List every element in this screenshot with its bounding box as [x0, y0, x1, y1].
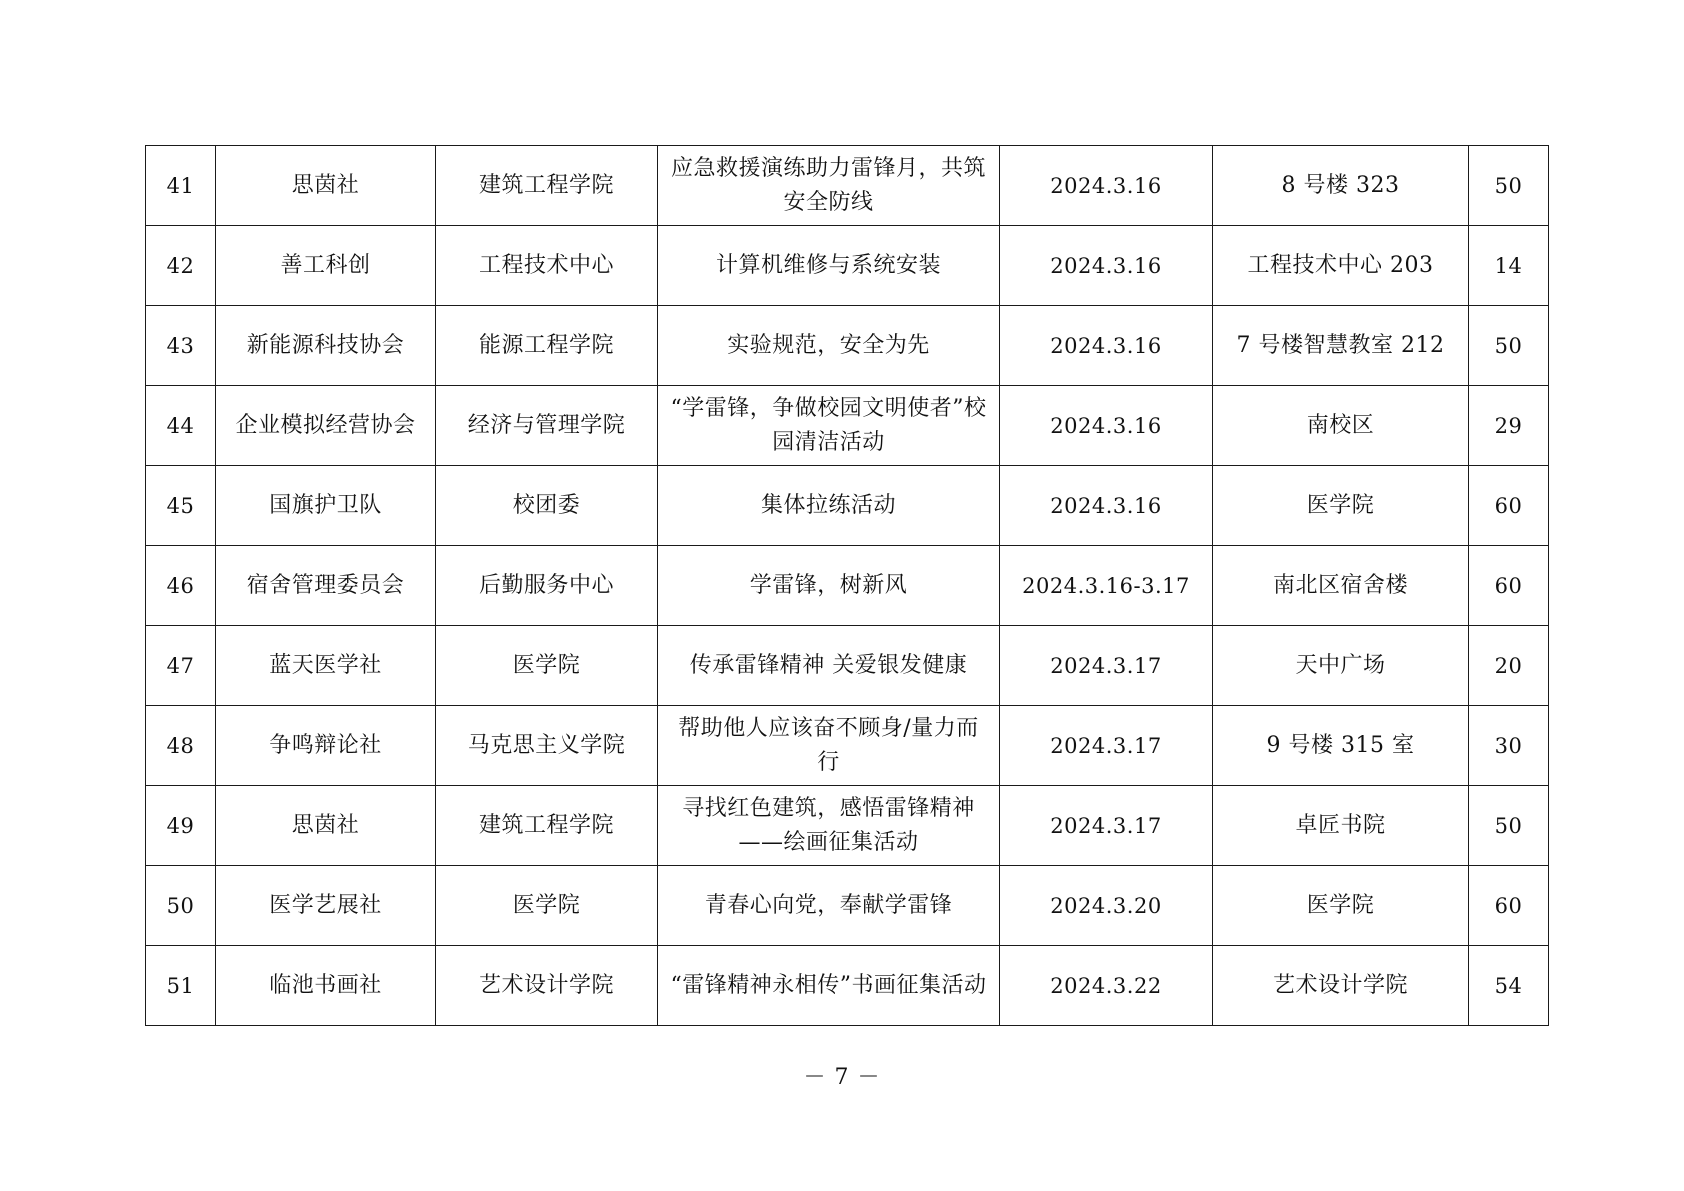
table-row — [146, 146, 1549, 226]
activity-date: 2024.3.20 — [1000, 866, 1213, 946]
club-name: 思茵社 — [216, 786, 436, 866]
club-name: 思茵社 — [216, 146, 436, 226]
row-number: 50 — [146, 866, 216, 946]
club-name: 临池书画社 — [216, 946, 436, 1026]
activity-location: 8 号楼 323 — [1213, 146, 1469, 226]
participant-count: 50 — [1469, 146, 1549, 226]
table-row — [146, 946, 1549, 1026]
organizing-unit: 建筑工程学院 — [436, 146, 658, 226]
participant-count: 60 — [1469, 866, 1549, 946]
participant-count: 29 — [1469, 386, 1549, 466]
activity-location: 卓匠书院 — [1213, 786, 1469, 866]
table-row — [146, 546, 1549, 626]
row-number: 47 — [146, 626, 216, 706]
club-name: 争鸣辩论社 — [216, 706, 436, 786]
activity-location: 南北区宿舍楼 — [1213, 546, 1469, 626]
club-name: 国旗护卫队 — [216, 466, 436, 546]
activity-location: 医学院 — [1213, 466, 1469, 546]
table-row — [146, 866, 1549, 946]
row-number: 41 — [146, 146, 216, 226]
participant-count: 50 — [1469, 786, 1549, 866]
row-number: 42 — [146, 226, 216, 306]
activity-date: 2024.3.17 — [1000, 626, 1213, 706]
activity-location: 9 号楼 315 室 — [1213, 706, 1469, 786]
table-row — [146, 306, 1549, 386]
row-number: 43 — [146, 306, 216, 386]
table-row — [146, 466, 1549, 546]
table-row — [146, 226, 1549, 306]
activity-date: 2024.3.22 — [1000, 946, 1213, 1026]
activity-date: 2024.3.16 — [1000, 306, 1213, 386]
table-row — [146, 706, 1549, 786]
organizing-unit: 后勤服务中心 — [436, 546, 658, 626]
activity-location: 工程技术中心 203 — [1213, 226, 1469, 306]
activity-theme: 传承雷锋精神 关爱银发健康 — [658, 626, 1000, 706]
activity-location: 南校区 — [1213, 386, 1469, 466]
activity-theme: 应急救援演练助力雷锋月，共筑安全防线 — [658, 146, 1000, 226]
page-number: － 7 － — [803, 1065, 881, 1090]
activity-date: 2024.3.17 — [1000, 786, 1213, 866]
activity-location: 医学院 — [1213, 866, 1469, 946]
organizing-unit: 马克思主义学院 — [436, 706, 658, 786]
activity-table — [145, 145, 1549, 1026]
activity-theme: 寻找红色建筑，感悟雷锋精神——绘画征集活动 — [658, 786, 1000, 866]
table-row — [146, 626, 1549, 706]
activity-date: 2024.3.16 — [1000, 386, 1213, 466]
organizing-unit: 经济与管理学院 — [436, 386, 658, 466]
participant-count: 50 — [1469, 306, 1549, 386]
club-name: 企业模拟经营协会 — [216, 386, 436, 466]
activity-date: 2024.3.16-3.17 — [1000, 546, 1213, 626]
participant-count: 14 — [1469, 226, 1549, 306]
table-row — [146, 386, 1549, 466]
participant-count: 30 — [1469, 706, 1549, 786]
participant-count: 54 — [1469, 946, 1549, 1026]
activity-theme: “学雷锋，争做校园文明使者”校园清洁活动 — [658, 386, 1000, 466]
organizing-unit: 能源工程学院 — [436, 306, 658, 386]
activity-theme: 实验规范，安全为先 — [658, 306, 1000, 386]
activity-theme: 学雷锋，树新风 — [658, 546, 1000, 626]
participant-count: 20 — [1469, 626, 1549, 706]
organizing-unit: 工程技术中心 — [436, 226, 658, 306]
club-name: 善工科创 — [216, 226, 436, 306]
club-name: 宿舍管理委员会 — [216, 546, 436, 626]
activity-date: 2024.3.16 — [1000, 146, 1213, 226]
organizing-unit: 校团委 — [436, 466, 658, 546]
organizing-unit: 医学院 — [436, 626, 658, 706]
organizing-unit: 医学院 — [436, 866, 658, 946]
activity-theme: 集体拉练活动 — [658, 466, 1000, 546]
table-row — [146, 786, 1549, 866]
activity-location: 天中广场 — [1213, 626, 1469, 706]
row-number: 51 — [146, 946, 216, 1026]
activity-theme: 帮助他人应该奋不顾身/量力而行 — [658, 706, 1000, 786]
activity-date: 2024.3.16 — [1000, 466, 1213, 546]
organizing-unit: 建筑工程学院 — [436, 786, 658, 866]
row-number: 46 — [146, 546, 216, 626]
row-number: 44 — [146, 386, 216, 466]
participant-count: 60 — [1469, 466, 1549, 546]
activity-location: 7 号楼智慧教室 212 — [1213, 306, 1469, 386]
activity-theme: “雷锋精神永相传”书画征集活动 — [658, 946, 1000, 1026]
participant-count: 60 — [1469, 546, 1549, 626]
row-number: 49 — [146, 786, 216, 866]
club-name: 医学艺展社 — [216, 866, 436, 946]
club-name: 新能源科技协会 — [216, 306, 436, 386]
activity-theme: 计算机维修与系统安装 — [658, 226, 1000, 306]
organizing-unit: 艺术设计学院 — [436, 946, 658, 1026]
activity-date: 2024.3.17 — [1000, 706, 1213, 786]
table-body — [146, 146, 1549, 1026]
row-number: 48 — [146, 706, 216, 786]
activity-theme: 青春心向党，奉献学雷锋 — [658, 866, 1000, 946]
activity-location: 艺术设计学院 — [1213, 946, 1469, 1026]
row-number: 45 — [146, 466, 216, 546]
activity-date: 2024.3.16 — [1000, 226, 1213, 306]
club-name: 蓝天医学社 — [216, 626, 436, 706]
